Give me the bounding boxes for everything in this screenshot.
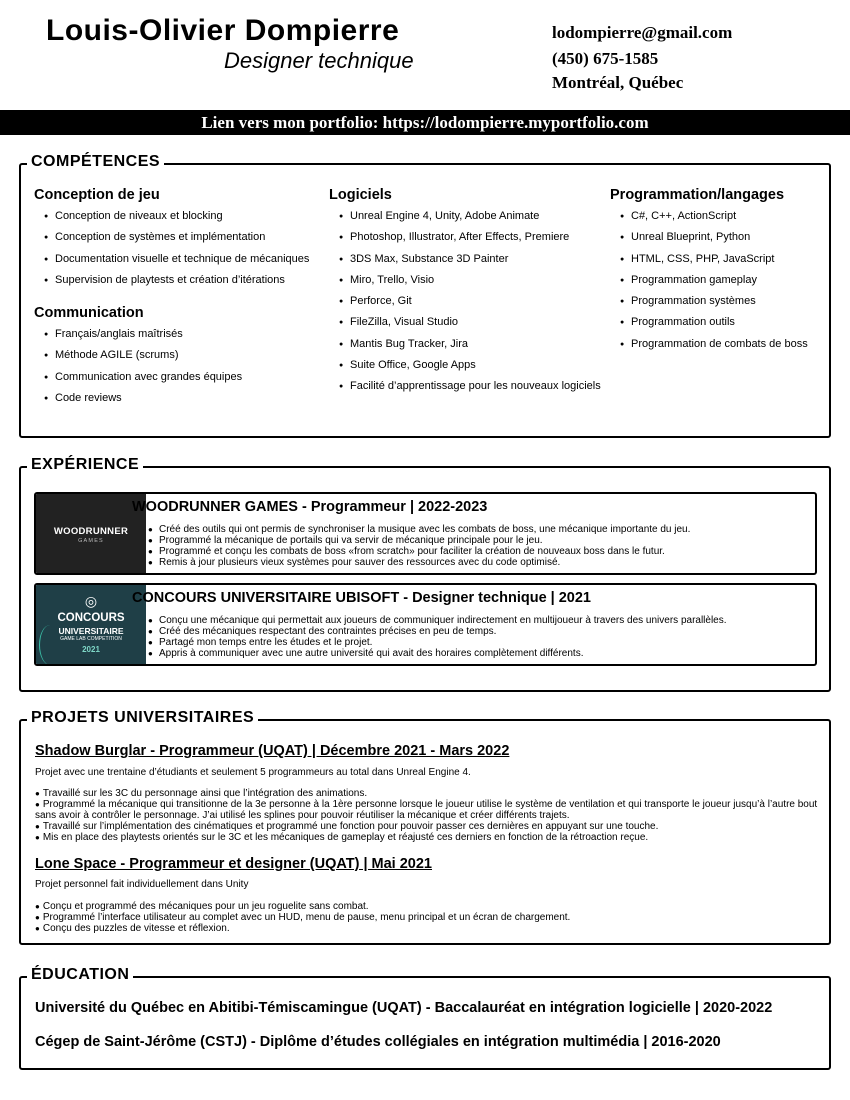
list-item: ● Programmation de combats de boss	[610, 334, 808, 355]
list-item: ● 3DS Max, Substance 3D Painter	[329, 249, 601, 270]
list-item: ● Miro, Trello, Visio	[329, 270, 601, 291]
list-item: ● Conçu une mécanique qui permettait aux joueurs de communiquer indirectement en multijoueur à travers des univers parallèles.	[148, 615, 727, 626]
list-item: ● Programmé et conçu les combats de boss «from scratch» pour faciliter la création de nouveaux boss dans le futur.	[148, 546, 690, 557]
list-item: ● Remis à jour plusieurs vieux systèmes pour sauver des ressources avec du code optimisé.	[148, 557, 690, 568]
list-item: ● Mantis Bug Tracker, Jira	[329, 334, 601, 355]
experience-title: WOODRUNNER GAMES - Programmeur | 2022-2023	[132, 499, 488, 515]
list-item-text: Programmé la mécanique qui transitionne de la 3e personne à la 1ère personne lorsque le joueur utilise le système de ventilation et qui transporte le joueur jusqu’à l’autre bout sans avoir à contrôler le personnage. J’ai utilisé les splines pour pouvoir réutiliser la mécanique et créer différents trajets.	[35, 799, 818, 821]
ubisoft-contest-logo	[36, 585, 146, 664]
section-title: EXPÉRIENCE	[27, 456, 143, 474]
list-item: ● Travaillé sur l’implémentation des cinématiques et programmé une fonction pour pouvoir passer ces dernières en appuyant sur une touche.	[35, 821, 659, 832]
experience-section	[19, 456, 831, 692]
education-entry: Université du Québec en Abitibi-Témiscamingue (UQAT) - Baccalauréat en intégration logicielle | 2020-2022	[35, 1000, 773, 1016]
project-title: Shadow Burglar - Programmeur (UQAT) | Décembre 2021 - Mars 2022	[35, 743, 510, 759]
section-title: PROJETS UNIVERSITAIRES	[27, 709, 258, 727]
skills-heading: Communication	[34, 305, 144, 321]
list-item: ● Photoshop, Illustrator, After Effects, Premiere	[329, 227, 601, 248]
list-item: ● Supervision de playtests et création d’itérations	[34, 270, 309, 291]
candidate-role: Designer technique	[224, 48, 414, 73]
skills-heading: Logiciels	[329, 187, 392, 203]
skills-section	[19, 153, 831, 438]
list-item: ● Documentation visuelle et technique de mécaniques	[34, 249, 309, 270]
projects-section	[19, 709, 831, 945]
logo-text: CONCOURS	[57, 612, 125, 624]
section-title: COMPÉTENCES	[27, 153, 164, 171]
list-item: ● HTML, CSS, PHP, JavaScript	[610, 249, 808, 270]
project-description: Projet personnel fait individuellement dans Unity	[35, 879, 249, 890]
list-item: ● Facilité d’apprentissage pour les nouveaux logiciels	[329, 376, 601, 397]
skills-heading: Conception de jeu	[34, 187, 160, 203]
list-item: ● Partagé mon temps entre les études et le projet.	[148, 637, 727, 648]
skills-logiciels	[329, 187, 601, 398]
list-item: ● Communication avec grandes équipes	[34, 367, 242, 388]
list-item: ● Suite Office, Google Apps	[329, 355, 601, 376]
list-item-text: Travaillé sur l’implémentation des cinématiques et programmé une fonction pour pouvoir passer ces dernières en appuyant sur une touche.	[42, 821, 659, 832]
skills-conception	[34, 187, 309, 291]
list-item: ● Programmé l’interface utilisateur au complet avec un HUD, menu de pause, menu principal et un écran de chargement.	[35, 912, 571, 923]
education-entry: Cégep de Saint-Jérôme (CSTJ) - Diplôme d’études collégiales en intégration multimédia | 2016-2020	[35, 1034, 721, 1050]
list-item: ● Unreal Engine 4, Unity, Adobe Animate	[329, 206, 601, 227]
project-description: Projet avec une trentaine d’étudiants et seulement 5 programmeurs au total dans Unreal Engine 4.	[35, 767, 471, 778]
list-item-text: Travaillé sur les 3C du personnage ainsi que l’intégration des animations.	[42, 788, 368, 799]
portfolio-link[interactable]: Lien vers mon portfolio: https://lodompierre.myportfolio.com	[0, 110, 850, 135]
contact-phone: (450) 675-1585	[552, 49, 659, 68]
experience-card-woodrunner	[34, 492, 817, 575]
skills-heading: Programmation/langages	[610, 187, 785, 203]
list-item: ● Méthode AGILE (scrums)	[34, 345, 242, 366]
logo-text: WOODRUNNER	[53, 526, 129, 537]
contact-email[interactable]: lodompierre@gmail.com	[552, 23, 733, 42]
list-item-text: Programmé l’interface utilisateur au complet avec un HUD, menu de pause, menu principal et un écran de chargement.	[42, 912, 571, 923]
skills-communication	[34, 305, 242, 409]
list-item: ● Conçu et programmé des mécaniques pour un jeu roguelite sans combat.	[35, 901, 369, 912]
list-item: ● Appris à communiquer avec une autre université qui avait des horaires complètement différents.	[148, 648, 727, 659]
ubisoft-swirl-icon: ◎	[84, 593, 98, 609]
logo-text: UNIVERSITAIRE	[58, 626, 124, 636]
logo-text: 2021	[82, 645, 100, 654]
list-item: ● Créé des mécaniques respectant des contraintes précises en peu de temps.	[148, 626, 727, 637]
list-item: ● Programmé la mécanique qui transitionne de la 3e personne à la 1ère personne lorsque le joueur utilise le système de ventilation et qui transporte le joueur jusqu’à l’autre bout sans avoir à contrôler le personnage. J’ai utilisé les splines pour pouvoir réutiliser la mécanique et créer différents trajets.	[35, 799, 818, 821]
list-item: ● FileZilla, Visual Studio	[329, 312, 601, 333]
candidate-name: Louis-Olivier Dompierre	[46, 14, 400, 47]
list-item-text: Mis en place des playtests orientés sur le 3C et les mécaniques de gameplay et réajusté ces derniers en fonction de la rétroaction reçue.	[42, 832, 649, 843]
project-title: Lone Space - Programmeur et designer (UQAT) | Mai 2021	[35, 856, 433, 872]
list-item: ● Français/anglais maîtrisés	[34, 324, 242, 345]
list-item: ● Conçu des puzzles de vitesse et réflexion.	[35, 923, 230, 934]
list-item: ● Mis en place des playtests orientés sur le 3C et les mécaniques de gameplay et réajusté ces derniers en fonction de la rétroaction reçue.	[35, 832, 649, 843]
list-item: ● Programmation gameplay	[610, 270, 808, 291]
contact-location: Montréal, Québec	[552, 73, 684, 92]
list-item: ● Perforce, Git	[329, 291, 601, 312]
list-item: ● Programmé la mécanique de portails qui va servir de mécanique principale pour le jeu.	[148, 535, 690, 546]
list-item: ● Conception de niveaux et blocking	[34, 206, 309, 227]
list-item: ● Code reviews	[34, 388, 242, 409]
experience-title: CONCOURS UNIVERSITAIRE UBISOFT - Designer technique | 2021	[132, 590, 592, 606]
list-item: ● C#, C++, ActionScript	[610, 206, 808, 227]
list-item: ● Travaillé sur les 3C du personnage ainsi que l’intégration des animations.	[35, 788, 368, 799]
list-item: ● Conception de systèmes et implémentation	[34, 227, 309, 248]
list-item-text: Conçu et programmé des mécaniques pour un jeu roguelite sans combat.	[42, 901, 369, 912]
list-item: ● Unreal Blueprint, Python	[610, 227, 808, 248]
logo-text: GAMES	[78, 538, 104, 544]
woodrunner-logo	[36, 494, 146, 573]
list-item: ● Programmation systèmes	[610, 291, 808, 312]
list-item: ● Programmation outils	[610, 312, 808, 333]
section-title: ÉDUCATION	[27, 966, 133, 984]
list-item-text: Conçu des puzzles de vitesse et réflexion.	[42, 923, 230, 934]
list-item: ● Créé des outils qui ont permis de synchroniser la musique avec les combats de boss, une mécanique importante du jeu.	[148, 524, 690, 535]
skills-programmation	[610, 187, 808, 355]
experience-card-ubisoft	[34, 583, 817, 666]
education-section	[19, 966, 831, 1070]
logo-text: GAME LAB COMPETITION	[60, 636, 122, 642]
